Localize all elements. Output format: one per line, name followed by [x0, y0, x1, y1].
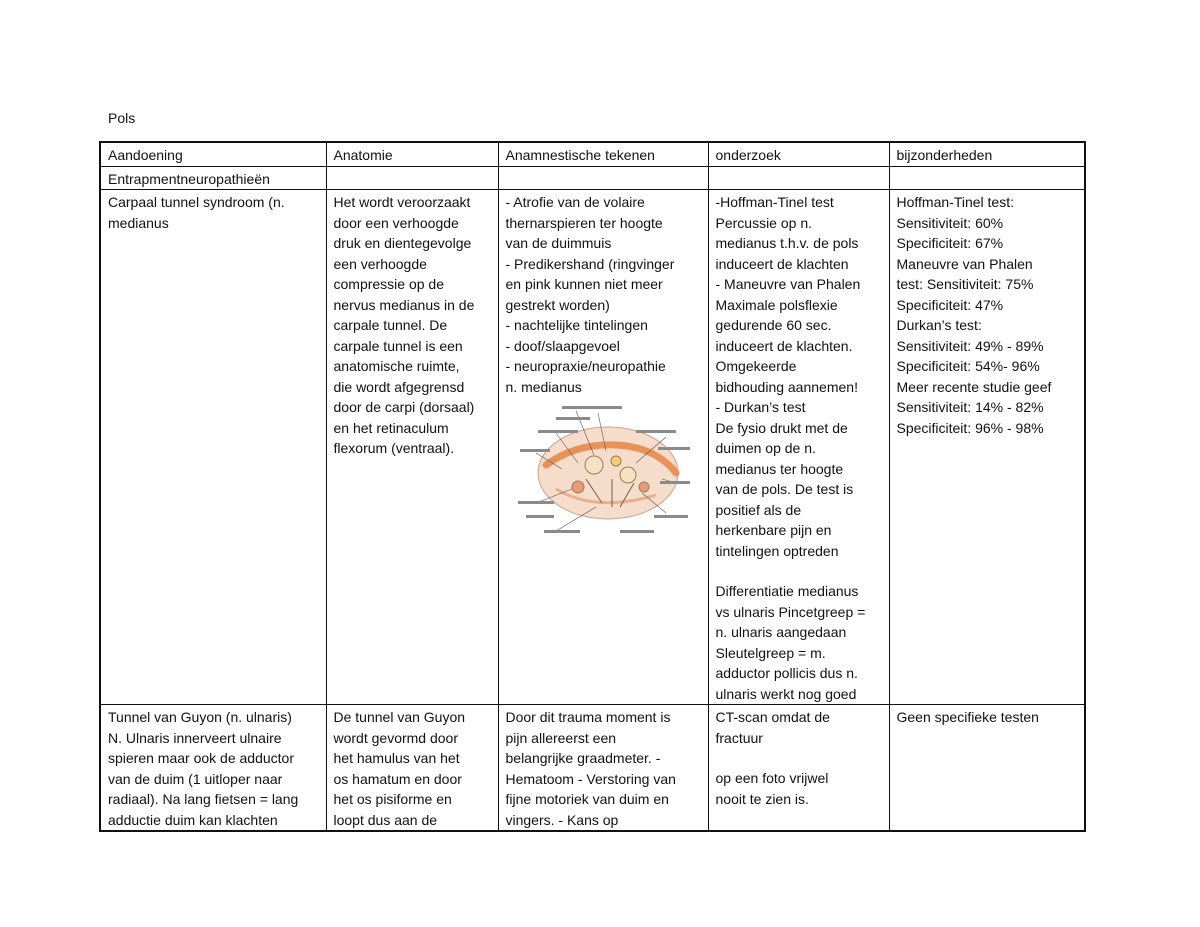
text-line: door een verhoogde: [333, 214, 459, 231]
conditions-table: [99, 141, 1086, 832]
text-line: gestrekt worden): [505, 296, 610, 313]
text-line: gedurende 60 sec.: [715, 317, 832, 333]
text-line: CT-scan omdat de: [715, 709, 830, 725]
text-line: induceert de klachten: [715, 255, 849, 272]
text-line: Sleutelgreep = m.: [715, 644, 826, 661]
text-line: en het retinaculum: [333, 419, 449, 436]
text-line: Specificiteit: 67%: [896, 235, 1004, 251]
wrist-cross-section-diagram: [516, 403, 692, 541]
cell-anatomie: [326, 705, 498, 832]
text-line: adductor pollicis dus n.: [715, 665, 858, 681]
category-row: [100, 166, 1085, 190]
text-line: Durkan’s test:: [896, 317, 982, 333]
cell-anamnese: [498, 705, 708, 832]
text-line: fijne motoriek van duim en: [505, 791, 669, 807]
table-row: [100, 190, 1085, 705]
text-line: compressie op de: [333, 276, 445, 292]
text-line: nervus medianus in de: [333, 296, 475, 313]
text-line: het os pisiforme en: [333, 791, 452, 807]
text-line: van de pols. De test is: [715, 481, 854, 497]
header-onderzoek: onderzoek: [708, 142, 889, 166]
text-line: loopt dus aan de: [333, 811, 438, 828]
text-line: Maneuvre van Phalen: [896, 255, 1033, 272]
text-line: - nachtelijke tintelingen: [505, 317, 648, 333]
text-line: Sensitiviteit: 49% - 89%: [896, 337, 1044, 354]
text-line: nooit te zien is.: [715, 790, 809, 807]
text-line: - Predikershand (ringvinger: [505, 255, 675, 272]
text-line: adductie duim kan klachten: [108, 811, 278, 828]
page-title: Pols: [108, 110, 136, 126]
text-line: door de carpi (dorsaal): [333, 399, 475, 415]
text-line: thernarspieren ter hoogte: [505, 214, 663, 231]
text-line: vs ulnaris Pincetgreep =: [715, 603, 866, 620]
text-line: duimen op de n.: [715, 440, 816, 456]
text-line: N. Ulnaris innerveert ulnaire: [108, 729, 282, 746]
text-line: Geen specifieke testen: [896, 709, 1039, 725]
header-anamnese: Anamnestische tekenen: [498, 142, 708, 166]
text-line: Door dit trauma moment is: [505, 709, 671, 725]
text-line: - Atrofie van de volaire: [505, 194, 645, 210]
text-line: - Durkan’s test: [715, 399, 806, 415]
text-line: een verhoogde: [333, 255, 427, 272]
text-line: Sensitiviteit: 14% - 82%: [896, 399, 1044, 415]
cell-bijzonderheden: [889, 705, 1085, 832]
text-line: fractuur: [715, 729, 763, 746]
text-line: os hamatum en door: [333, 770, 462, 787]
text-line: Omgekeerde: [715, 358, 797, 374]
text-line: radiaal). Na lang fietsen = lang: [108, 791, 299, 807]
text-line: Sensitiviteit: 60%: [896, 214, 1004, 231]
text-line: n. ulnaris aangedaan: [715, 624, 847, 640]
text-line: positief als de: [715, 501, 802, 518]
cell-onderzoek: [708, 190, 889, 705]
text-line: - doof/slaapgevoel: [505, 337, 620, 354]
text-line: flexorum (ventraal).: [333, 440, 455, 456]
cell-bijzonderheden: [889, 190, 1085, 705]
text-line: wordt gevormd door: [333, 729, 459, 746]
text-line: medianus t.h.v. de pols: [715, 235, 859, 251]
text-line: medianus: [108, 214, 169, 231]
text-line: Meer recente studie geef: [896, 378, 1052, 395]
text-line: van de duimmuis: [505, 235, 612, 251]
text-line: anatomische ruimte,: [333, 358, 460, 374]
text-line: Maximale polsflexie: [715, 296, 838, 313]
header-anatomie: Anatomie: [326, 142, 498, 166]
cell-anamnese: [498, 190, 708, 705]
text-line: - Maneuvre van Phalen: [715, 276, 861, 292]
text-line: carpale tunnel is een: [333, 337, 463, 354]
text-line: - neuropraxie/neuropathie: [505, 358, 666, 374]
text-line: Carpaal tunnel syndroom (n.: [108, 194, 285, 210]
text-line: op een foto vrijwel: [715, 770, 829, 786]
header-aandoening: Aandoening: [100, 142, 326, 166]
text-line: bidhouding aannemen!: [715, 378, 858, 395]
text-line: Specificiteit: 47%: [896, 296, 1004, 313]
text-line: pijn allereerst een: [505, 729, 617, 746]
text-line: Specificiteit: 54%- 96%: [896, 358, 1040, 374]
text-line: medianus ter hoogte: [715, 460, 844, 477]
text-line: die wordt afgegrensd: [333, 378, 465, 395]
text-line: druk en dientegevolge: [333, 235, 472, 251]
text-line: spieren maar ook de adductor: [108, 750, 294, 766]
text-line: belangrijke graadmeter. -: [505, 750, 661, 766]
cell-onderzoek: [708, 705, 889, 832]
text-line: carpale tunnel. De: [333, 317, 448, 333]
category-label: Entrapmentneuropathieën: [100, 166, 326, 190]
cell-anatomie: [326, 190, 498, 705]
text-line: tintelingen optreden: [715, 542, 839, 559]
text-line: ulnaris werkt nog goed: [715, 685, 857, 702]
header-row: [100, 142, 1085, 166]
text-line: De tunnel van Guyon: [333, 709, 466, 725]
text-line: De fysio drukt met de: [715, 419, 848, 436]
cell-aandoening: [100, 190, 326, 705]
text-line: van de duim (1 uitloper naar: [108, 770, 283, 787]
text-line: Hematoom - Verstoring van: [505, 770, 676, 787]
text-line: -Hoffman-Tinel test: [715, 194, 834, 210]
text-line: n. medianus: [505, 378, 582, 395]
text-line: herkenbare pijn en: [715, 522, 832, 538]
header-bijzonderheden: bijzonderheden: [889, 142, 1085, 166]
text-line: Percussie op n.: [715, 214, 812, 231]
text-line: Differentiatie medianus: [715, 583, 859, 599]
text-line: Tunnel van Guyon (n. ulnaris): [108, 709, 292, 725]
text-line: Specificiteit: 96% - 98%: [896, 419, 1044, 436]
text-line: het hamulus van het: [333, 750, 460, 766]
cell-aandoening: [100, 705, 326, 832]
text-line: induceert de klachten.: [715, 337, 853, 354]
table-row: [100, 705, 1085, 832]
text-line: Het wordt veroorzaakt: [333, 194, 471, 210]
text-line: vingers. - Kans op: [505, 811, 619, 828]
text-line: test: Sensitiviteit: 75%: [896, 276, 1034, 292]
text-line: Hoffman-Tinel test:: [896, 194, 1014, 210]
text-line: en pink kunnen niet meer: [505, 276, 663, 292]
